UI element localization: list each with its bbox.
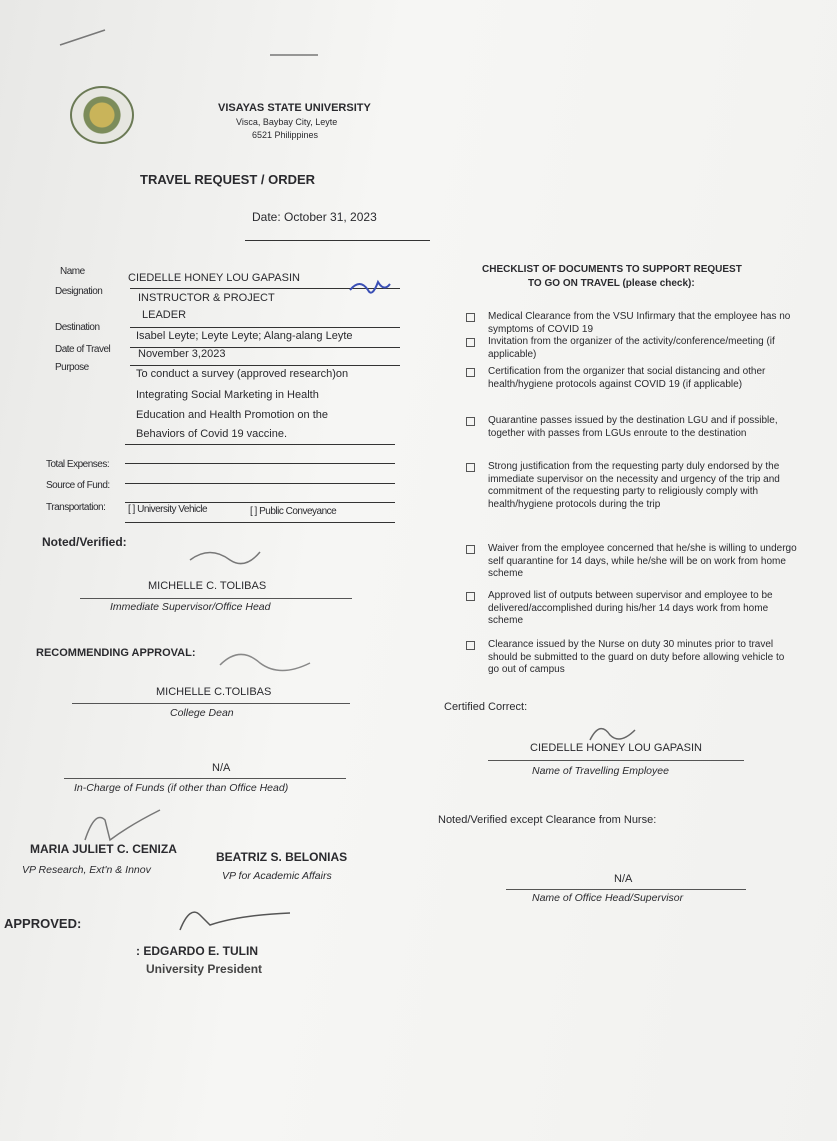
supervisor-name: MICHELLE C. TOLIBAS (148, 580, 267, 592)
checklist-item-text: Certification from the organizer that social distancing and other health/hygiene protocols against COVID 19 (if applicable) (488, 366, 766, 390)
checklist-item-text: Clearance issued by the Nurse on duty 30 minutes prior to travel should be submitted to the guard on duty before allowing vehicle to go out of campus (488, 639, 785, 675)
office-head-name: N/A (614, 873, 633, 885)
certified-correct-label: Certified Correct: (444, 701, 528, 713)
funds-incharge-title: In-Charge of Funds (if other than Office Head) (74, 782, 289, 794)
university-name: VISAYAS STATE UNIVERSITY (218, 102, 371, 114)
transportation-label: Transportation: (46, 502, 106, 513)
name-value: CIEDELLE HONEY LOU GAPASIN (128, 272, 300, 284)
checklist-item-text: Medical Clearance from the VSU Infirmary that the employee has no symptoms of COVID 19 (488, 311, 791, 335)
vp-academic-title: VP for Academic Affairs (222, 870, 332, 882)
vp-academic-name: BEATRIZ S. BELONIAS (216, 850, 348, 864)
office-head-title: Name of Office Head/Supervisor (532, 892, 684, 904)
checklist-title-1: CHECKLIST OF DOCUMENTS TO SUPPORT REQUEST (482, 264, 742, 275)
funds-incharge-name: N/A (212, 762, 231, 774)
total-expenses-label: Total Expenses: (46, 459, 110, 470)
travel-date-value: November 3,2023 (138, 348, 226, 360)
dean-name: MICHELLE C.TOLIBAS (156, 686, 272, 698)
destination-value: Isabel Leyte; Leyte Leyte; Alang-alang Leyte (136, 330, 353, 342)
designation-label: Designation (55, 286, 103, 297)
vp-research-title: VP Research, Ext'n & Innov (22, 864, 151, 876)
recommending-approval-label: RECOMMENDING APPROVAL: (36, 647, 196, 659)
address-line-2: 6521 Philippines (252, 130, 319, 140)
employee-title: Name of Travelling Employee (532, 765, 669, 777)
request-date: Date: October 31, 2023 (252, 210, 377, 224)
dean-title: College Dean (170, 707, 234, 719)
checklist-item-text: Strong justification from the requesting party duly endorsed by the immediate supervisor on the necessity and urgency of the trip and commitment of the requesting party to religiously comply with health/hygiene protocols during the trip (488, 461, 780, 510)
purpose-line-2: Integrating Social Marketing in Health (136, 389, 319, 401)
checklist-item-text: Quarantine passes issued by the destination LGU and if possible, together with passes from LGUs enroute to the destination (488, 415, 778, 439)
employee-name: CIEDELLE HONEY LOU GAPASIN (530, 742, 702, 754)
public-conveyance-checkbox[interactable]: [ ] Public Conveyance (250, 506, 337, 517)
noted-except-nurse-label: Noted/Verified except Clearance from Nurse: (438, 814, 657, 826)
approved-label: APPROVED: (4, 916, 82, 931)
purpose-line-1: To conduct a survey (approved research)on (136, 368, 349, 380)
president-name: : EDGARDO E. TULIN (136, 944, 258, 958)
designation-value-1: INSTRUCTOR & PROJECT (138, 292, 275, 304)
university-vehicle-checkbox[interactable]: [ ] University Vehicle (128, 504, 208, 515)
purpose-label: Purpose (55, 362, 89, 373)
checklist-item-text: Approved list of outputs between supervisor and employee to be delivered/accomplished during his/her 14 days work from home scheme (488, 590, 773, 626)
purpose-line-3: Education and Health Promotion on the (136, 409, 329, 421)
address-line-1: Visca, Baybay City, Leyte (236, 117, 338, 127)
noted-verified-label: Noted/Verified: (42, 535, 127, 549)
document-title: TRAVEL REQUEST / ORDER (140, 172, 316, 187)
name-label: Name (60, 266, 85, 277)
designation-value-2: LEADER (142, 309, 187, 321)
checklist-title-2: TO GO ON TRAVEL (please check): (528, 278, 695, 289)
checklist-item-text: Invitation from the organizer of the activity/conference/meeting (if applicable) (488, 336, 775, 360)
supervisor-title: Immediate Supervisor/Office Head (110, 601, 271, 613)
president-title: University President (146, 962, 263, 976)
destination-label: Destination (55, 322, 100, 333)
travel-date-label: Date of Travel (55, 344, 111, 355)
source-of-fund-label: Source of Fund: (46, 480, 110, 491)
vp-research-name: MARIA JULIET C. CENIZA (30, 842, 177, 856)
checklist-item-text: Waiver from the employee concerned that he/she is willing to undergo self quarantine for 14 days, while he/she will be on work from home scheme (488, 543, 797, 579)
purpose-line-4: Behaviors of Covid 19 vaccine. (136, 428, 288, 440)
